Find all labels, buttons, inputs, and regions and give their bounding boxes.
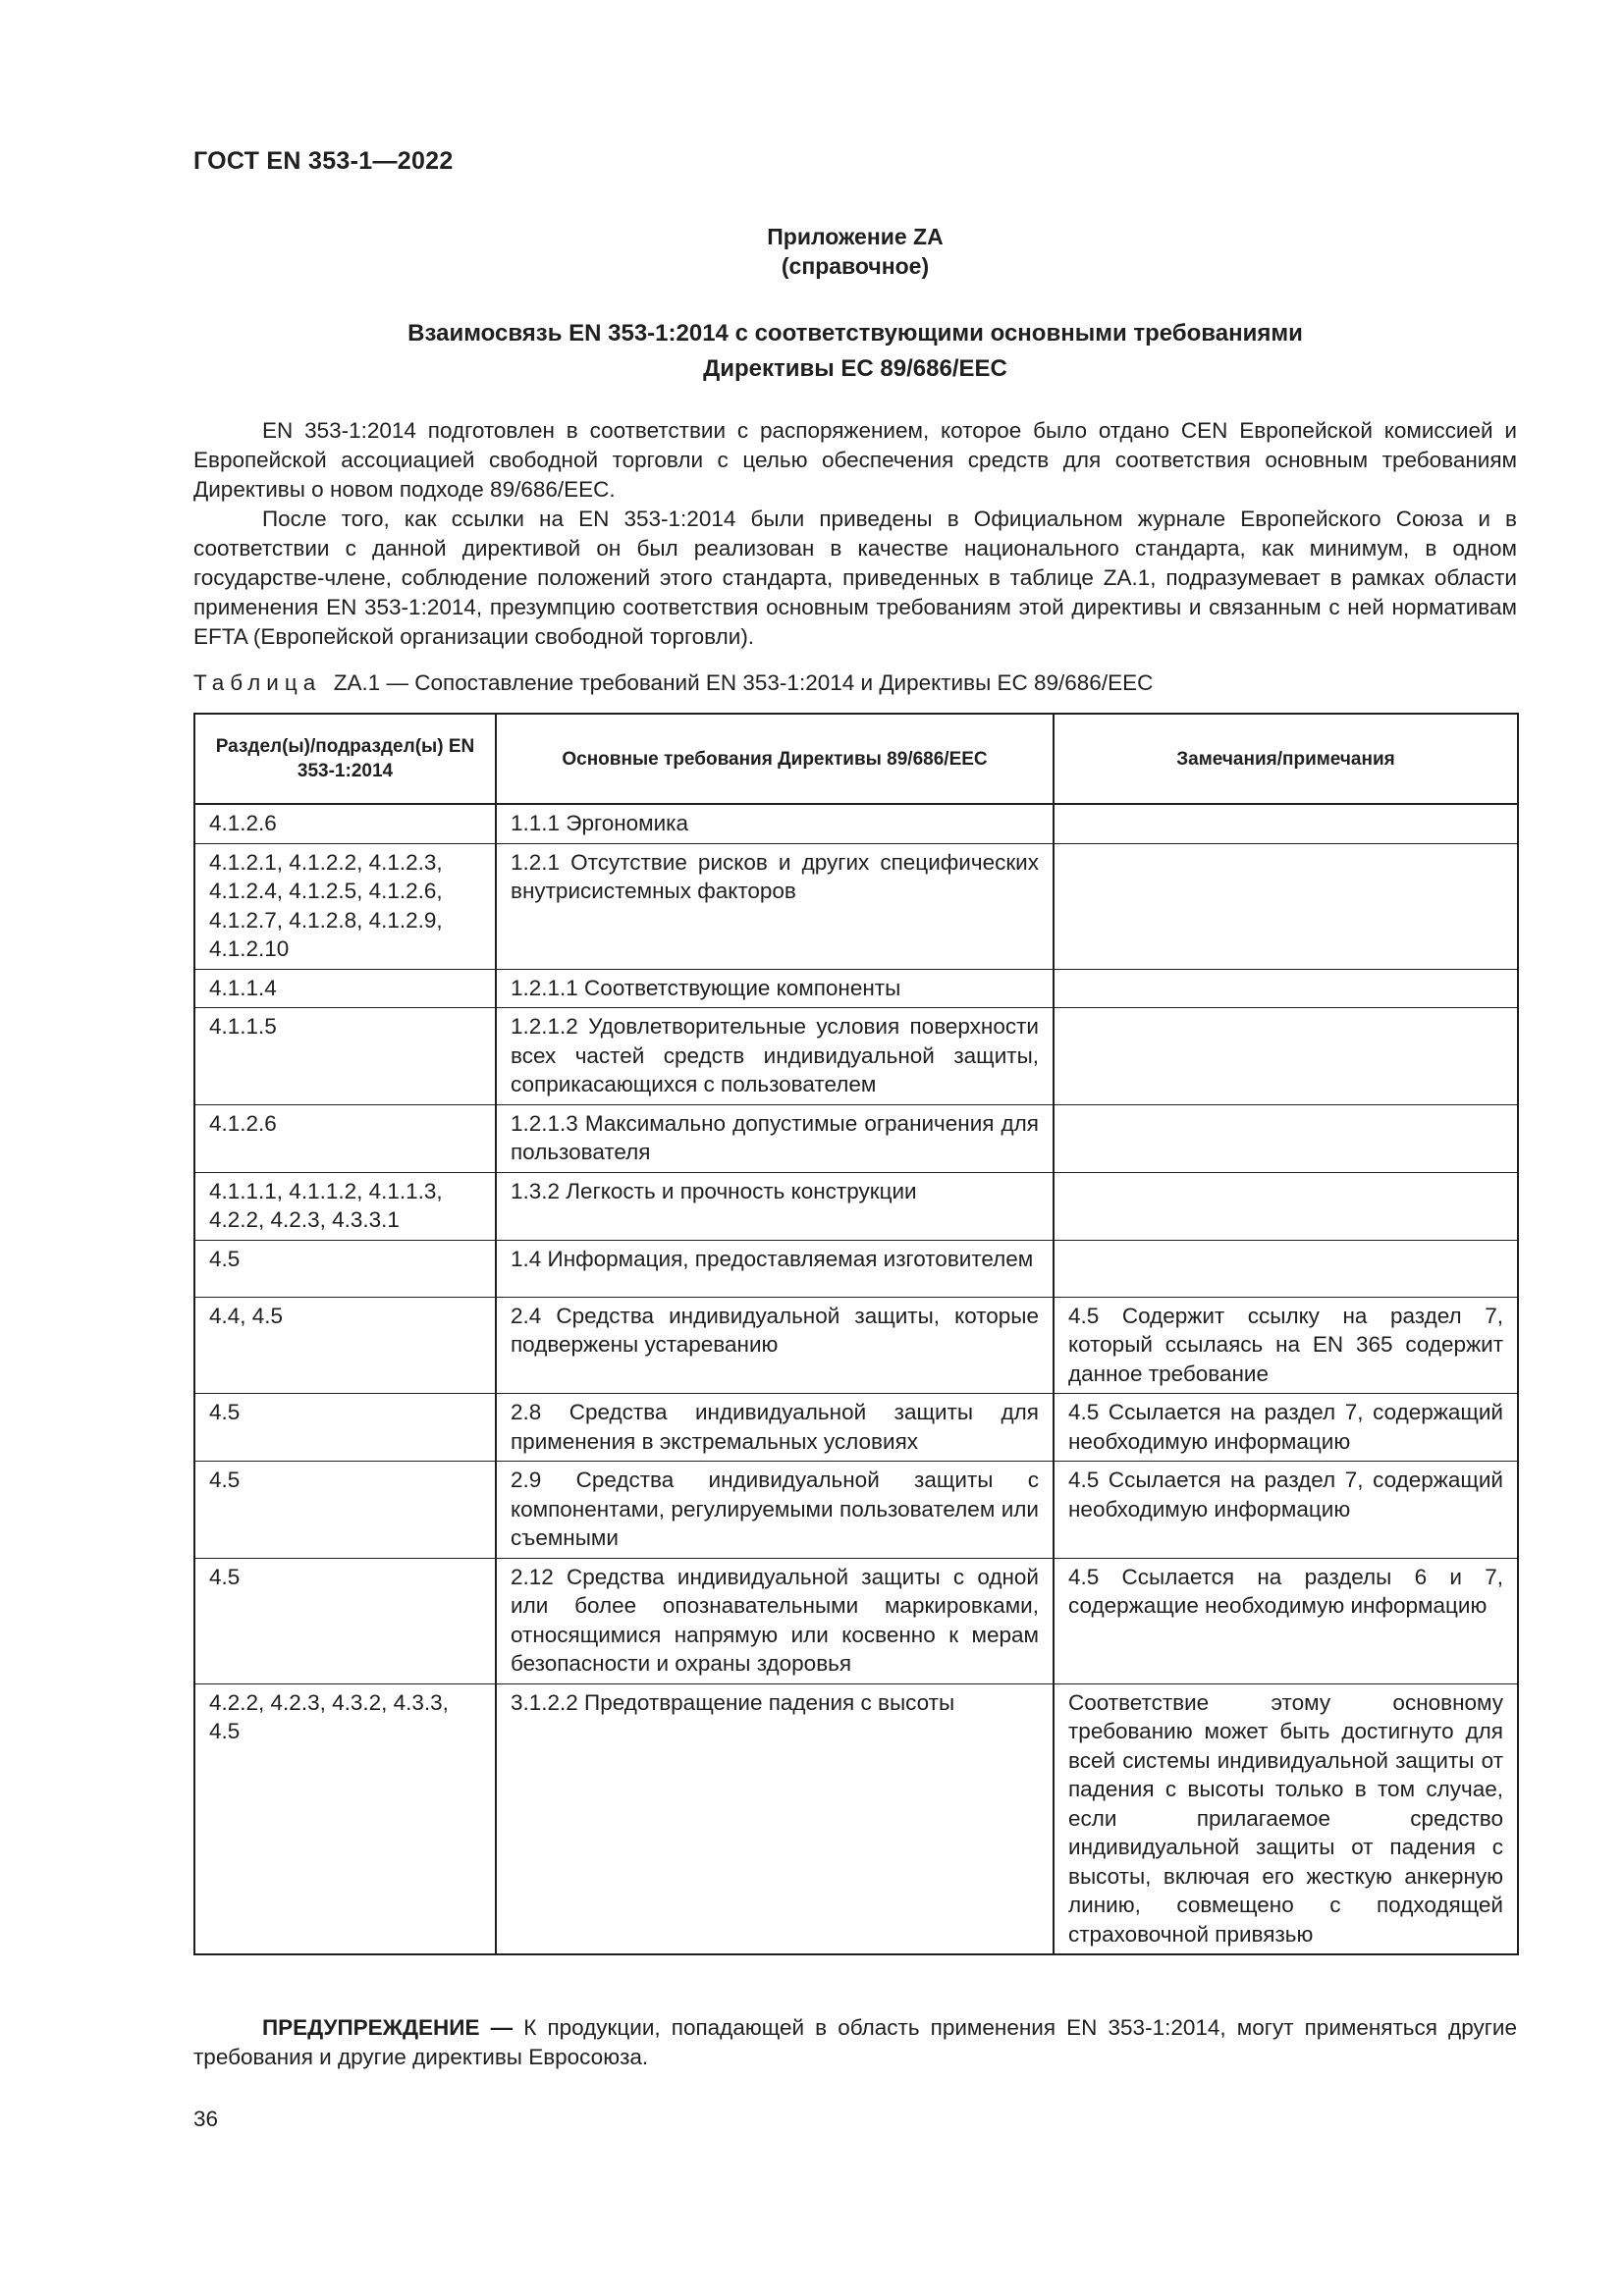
table-header-row: [194, 714, 1518, 804]
cell-clauses: 4.4, 4.5: [194, 1297, 496, 1394]
annex-title-line-2: Директивы ЕС 89/686/EEC: [703, 355, 1007, 382]
paragraph: EN 353-1:2014 подготовлен в соответствии с распоряжением, которое было отдано CEN Европейской комиссией и Европейской ассоциацией свободной торговли с целью обеспечения средств для соответствия основным требованиям Директивы о новом подходе 89/686/EEC.: [193, 418, 1517, 502]
table-row: [194, 1297, 1518, 1394]
annex-heading: [193, 222, 1517, 281]
cell-clauses: 4.1.2.6: [194, 804, 496, 843]
cell-remarks: Соответствие этому основному требованию может быть достигнуто для всей системы индивидуальной защиты от падения с высоты только в том случае, если прилагаемое средство индивидуальной защиты от падения с высоты, включая его жесткую анкерную линию, совмещено с подходящей страховочной привязью: [1054, 1683, 1518, 1954]
table-caption-word: Таблица: [193, 670, 322, 695]
page-number: 36: [193, 2107, 219, 2131]
cell-remarks: 4.5 Ссылается на разделы 6 и 7, содержащие необходимую информацию: [1054, 1558, 1518, 1683]
cell-clauses: 4.5: [194, 1462, 496, 1559]
cell-requirement: 3.1.2.2 Предотвращение падения с высоты: [496, 1683, 1054, 1954]
annex-label: Приложение ZA: [767, 224, 944, 249]
table-caption-text: ZA.1 — Сопоставление требований EN 353-1:2014 и Директивы ЕС 89/686/EEC: [333, 670, 1154, 695]
cell-clauses: 4.5: [194, 1394, 496, 1462]
table-row: [194, 969, 1518, 1008]
annex-title-line-1: Взаимосвязь EN 353-1:2014 с соответствующими основными требованиями: [407, 320, 1303, 347]
column-header-requirements: Основные требования Директивы 89/686/EEC: [496, 714, 1054, 804]
column-header-clauses: Раздел(ы)/подраздел(ы) EN 353-1:2014: [194, 714, 496, 804]
requirements-table: [193, 713, 1519, 1955]
cell-remarks: 4.5 Ссылается на раздел 7, содержащий необходимую информацию: [1054, 1462, 1518, 1559]
cell-clauses: 4.5: [194, 1240, 496, 1297]
cell-remarks: 4.5 Содержит ссылку на раздел 7, который ссылаясь на EN 365 содержит данное требование: [1054, 1297, 1518, 1394]
cell-requirement: 1.2.1.2 Удовлетворительные условия поверхности всех частей средств индивидуальной защиты, соприкасающихся с пользователем: [496, 1008, 1054, 1105]
cell-remarks: [1054, 1240, 1518, 1297]
paragraph: После того, как ссылки на EN 353-1:2014 были приведены в Официальном журнале Европейского Союза и в соответствии с данной директивой он был реализован в качестве национального стандарта, как минимум, в одном государстве-члене, соблюдение положений этого стандарта, приведенных в таблице ZA.1, подразумевает в рамках области применения EN 353-1:2014, презумпцию соответствия основным требованиям этой директивы и связанным с ней нормативам EFTA (Европейской организации свободной торговли).: [193, 507, 1517, 649]
cell-remarks: [1054, 1172, 1518, 1240]
body-text: [193, 416, 1517, 652]
cell-clauses: 4.1.1.4: [194, 969, 496, 1008]
cell-requirement: 1.2.1 Отсутствие рисков и других специфических внутрисистемных факторов: [496, 843, 1054, 969]
cell-remarks: 4.5 Ссылается на раздел 7, содержащий необходимую информацию: [1054, 1394, 1518, 1462]
warning-note: [193, 2013, 1517, 2072]
cell-requirement: 2.12 Средства индивидуальной защиты с одной или более опознавательными маркировками, относящимися напрямую или косвенно к мерам безопасности и охраны здоровья: [496, 1558, 1054, 1683]
table-row: [194, 843, 1518, 969]
column-header-remarks: Замечания/примечания: [1054, 714, 1518, 804]
cell-remarks: [1054, 969, 1518, 1008]
cell-clauses: 4.1.2.1, 4.1.2.2, 4.1.2.3, 4.1.2.4, 4.1.2.5, 4.1.2.6, 4.1.2.7, 4.1.2.8, 4.1.2.9, 4.1.2.10: [194, 843, 496, 969]
cell-clauses: 4.1.1.5: [194, 1008, 496, 1105]
document-header: ГОСТ EN 353-1—2022: [193, 147, 454, 175]
annex-title: [193, 316, 1517, 387]
table-row: [194, 804, 1518, 843]
table-row: [194, 1240, 1518, 1297]
table-row: [194, 1394, 1518, 1462]
cell-clauses: 4.2.2, 4.2.3, 4.3.2, 4.3.3, 4.5: [194, 1683, 496, 1954]
table-row: [194, 1172, 1518, 1240]
cell-clauses: 4.1.2.6: [194, 1104, 496, 1172]
cell-clauses: 4.5: [194, 1558, 496, 1683]
cell-remarks: [1054, 843, 1518, 969]
cell-remarks: [1054, 804, 1518, 843]
table-row: [194, 1008, 1518, 1105]
cell-requirement: 1.4 Информация, предоставляемая изготовителем: [496, 1240, 1054, 1297]
annex-status: (справочное): [781, 253, 930, 279]
cell-requirement: 1.2.1.1 Соответствующие компоненты: [496, 969, 1054, 1008]
warning-text: К продукции, попадающей в область применения EN 353-1:2014, могут применяться другие требования и другие директивы Евросоюза.: [193, 2015, 1517, 2069]
warning-label: ПРЕДУПРЕЖДЕНИЕ —: [262, 2015, 514, 2040]
cell-requirement: 2.4 Средства индивидуальной защиты, которые подвержены устареванию: [496, 1297, 1054, 1394]
table-row: [194, 1462, 1518, 1559]
table-body: [194, 804, 1518, 1954]
table-caption: [193, 668, 1517, 698]
cell-requirement: 1.1.1 Эргономика: [496, 804, 1054, 843]
cell-remarks: [1054, 1104, 1518, 1172]
cell-remarks: [1054, 1008, 1518, 1105]
table-row: [194, 1104, 1518, 1172]
table-row: [194, 1683, 1518, 1954]
cell-requirement: 1.2.1.3 Максимально допустимые ограничения для пользователя: [496, 1104, 1054, 1172]
cell-requirement: 2.8 Средства индивидуальной защиты для применения в экстремальных условиях: [496, 1394, 1054, 1462]
table-row: [194, 1558, 1518, 1683]
cell-requirement: 2.9 Средства индивидуальной защиты с компонентами, регулируемыми пользователем или съемными: [496, 1462, 1054, 1559]
cell-clauses: 4.1.1.1, 4.1.1.2, 4.1.1.3, 4.2.2, 4.2.3, 4.3.3.1: [194, 1172, 496, 1240]
cell-requirement: 1.3.2 Легкость и прочность конструкции: [496, 1172, 1054, 1240]
